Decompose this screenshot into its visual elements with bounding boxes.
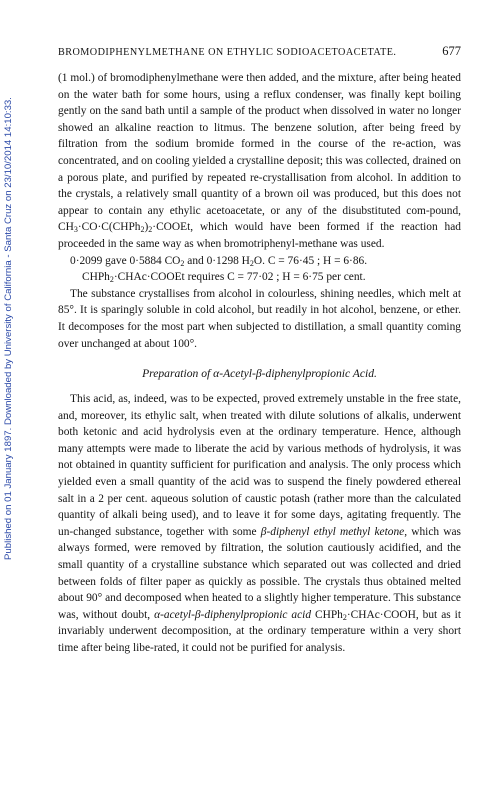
publication-margin-note: [3, 40, 17, 560]
analysis-requires-line: CHPh$_2$·CHAc·COOEt requires C = 77·02 ; H = 6·75 per cent.: [82, 271, 366, 285]
page-number: 677: [442, 44, 461, 58]
paragraph-properties: The substance crystallises from alcohol in colourless, shining needles, which melt at 85°. It is sparingly soluble in cold alcohol, but readily in hot alcohol, benzene, or ether. It decomposes for the most part when subjected to distillation, a small quantity coming over unchanged at about 100°.: [58, 287, 461, 350]
section-heading: Preparation of α-Acetyl-β-diphenylpropionic Acid.: [142, 367, 377, 381]
publication-margin-text: Published on 01 January 1897. Downloaded by University of California - Santa Cruz on 23/10/2014 14:10:33.: [3, 97, 14, 560]
running-head: [58, 44, 461, 59]
paragraph-procedure: (1 mol.) of bromodiphenylmethane were then added, and the mixture, after being heated on the water bath for some hours, using a reflux condenser, was finally kept boiling gently on the sand bath until a sample of the product when dissolved in water no longer showed an alkaline reaction to litmus. The benzene solution, after being freed by filtration from the sodium bromide formed in the course of the re-action, was concentrated, and on cooling yielded a crystalline deposit; this was collected, drained on a porous plate, and purified by repeated re-crystallisation from alcohol. In addition to the crystals, a relatively small quantity of a brown oil was produced, but this does not appear to contain any ethylic acetoacetate, or any of the disubstituted com-pound, $CH_3\cdot CO\cdot C(CHPh_2)_2\cdot COOEt$, which would have been formed if the reaction had proceeded in the same way as when bromotriphenyl-methane was used.: [58, 72, 461, 250]
running-head-title: BROMODIPHENYLMETHANE ON ETHYLIC SODIOACETOACETATE.: [58, 47, 397, 58]
analysis-result-line: 0·2099 gave 0·5884 $CO_2$ and 0·1298 $H_2O$. C = 76·45 ; H = 6·86.: [70, 254, 368, 268]
paragraph-preparation: This acid, as, indeed, was to be expected, proved extremely unstable in the free state, and, moreover, its ethylic salt, when treated with dilute solutions of alkalis, underwent both ketonic and acid hydrolysis even at the ordinary temperature. Hence, although many attempts were made to liberate the acid by various methods of hydrolysis, it was not obtained in quantity sufficient for purification and analysis. The only process which yielded even a small quantity of the acid was to suspend the finely powdered ethereal salt in a 2 per cent. aqueous solution of caustic potash (rather more than the calculated quantity of alkali being used), and to leave it for some days, agitating frequently. The un-changed substance, together with some β-diphenyl ethyl methyl ketone, which was always formed, were removed by filtration, the solution cautiously acidified, and the small quantity of a crystalline substance which separated out was collected and dried between folds of filter paper as quickly as possible. The crystals thus obtained melted about 90° and decomposed when heated to a slightly higher temperature. This substance was, without doubt, α-acetyl-β-diphenylpropionic acid CHPh$_2$·CHAc·COOH, but as it invariably underwent decomposition, at the ordinary temperature within a very short time after being libe-rated, it could not be purified for analysis.: [58, 393, 462, 654]
page-body: [58, 44, 461, 657]
analysis-block: [58, 253, 461, 286]
